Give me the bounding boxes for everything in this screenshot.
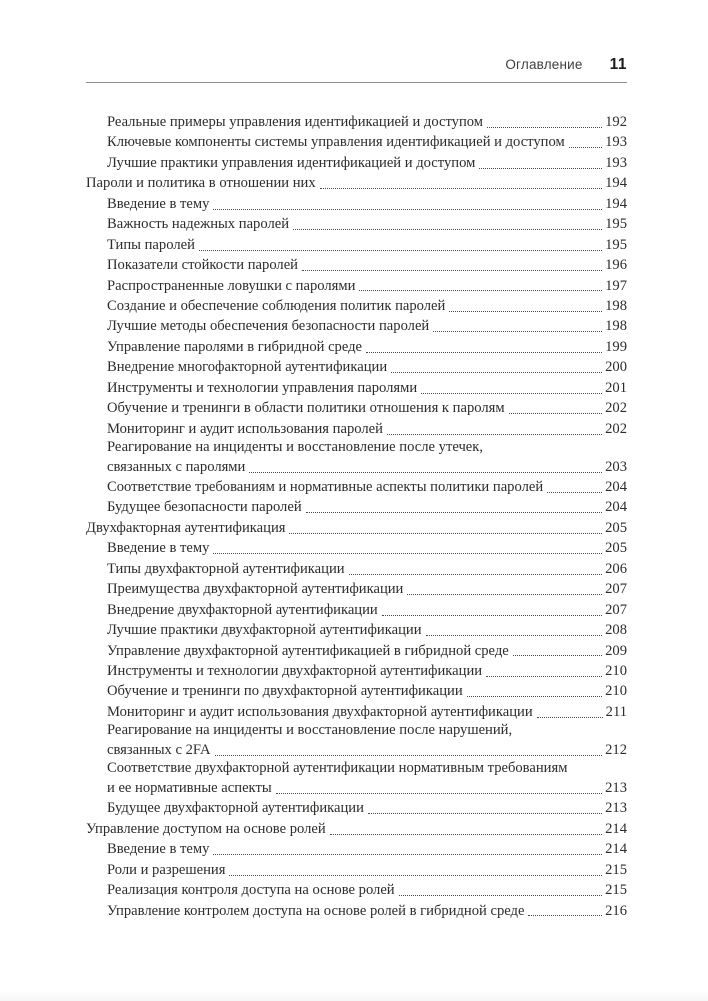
toc-entry-page: 202 [605, 420, 627, 437]
toc-entry-title: Внедрение многофакторной аутентификации [107, 359, 388, 376]
dot-leader [199, 250, 602, 251]
dot-leader [276, 793, 602, 794]
toc-entry-page: 196 [605, 257, 627, 274]
dot-leader [433, 331, 602, 332]
toc-entry-title: Ключевые компоненты системы управления идентификацией и доступом [107, 134, 565, 151]
toc-entry [86, 600, 627, 620]
toc-entry-title: Распространенные ловушки с паролями [107, 277, 356, 294]
toc-entry [86, 477, 627, 497]
toc-entry [86, 439, 627, 477]
toc-entry-page: 194 [605, 175, 627, 192]
dot-leader [249, 472, 602, 473]
toc-entry-title: Лучшие практики двухфакторной аутентификации [107, 622, 422, 639]
dot-leader [487, 127, 602, 128]
toc-entry-page: 204 [605, 479, 627, 496]
dot-leader [387, 434, 602, 435]
toc-entry [86, 255, 627, 275]
dot-leader [547, 492, 602, 493]
toc-entry-page: 205 [605, 519, 627, 536]
toc-entry-page: 207 [605, 581, 627, 598]
toc-entry-title: Мониторинг и аудит использования паролей [107, 420, 383, 437]
dot-leader [302, 270, 602, 271]
toc-entry-title: Лучшие методы обеспечения безопасности паролей [107, 318, 430, 335]
dot-leader [467, 696, 602, 697]
dot-leader [289, 533, 602, 534]
toc-entry-title: Типы двухфакторной аутентификации [107, 560, 345, 577]
toc-chapter-entry [86, 819, 627, 839]
toc-entry [86, 296, 627, 316]
toc-entry-page: 209 [605, 642, 627, 659]
dot-leader [391, 372, 602, 373]
toc-entry-page: 210 [605, 683, 627, 700]
toc-entry-title: Мониторинг и аудит использования двухфакторной аутентификации [107, 703, 533, 720]
toc-entry [86, 214, 627, 234]
toc-entry [86, 276, 627, 296]
toc-entry [86, 880, 627, 900]
toc-entry-page: 213 [605, 800, 627, 817]
toc-entry [86, 620, 627, 640]
dot-leader [213, 553, 602, 554]
toc-entry-page: 199 [605, 338, 627, 355]
toc-entry [86, 132, 627, 152]
running-head-page-number: 11 [609, 56, 627, 73]
toc-entry-title: Обучение и тренинги по двухфакторной аутентификации [107, 683, 463, 700]
running-head [86, 56, 627, 83]
toc-entry [86, 839, 627, 859]
dot-leader [359, 290, 602, 291]
dot-leader [509, 413, 603, 414]
toc-entry-title: Будущее безопасности паролей [107, 499, 302, 516]
toc-entry-page: 193 [605, 154, 627, 171]
dot-leader [421, 393, 602, 394]
toc-entry-title: Реализация контроля доступа на основе ролей [107, 882, 395, 899]
toc-entry-page: 204 [605, 499, 627, 516]
toc-entry-title: Обучение и тренинги в области политики отношения к паролям [107, 400, 505, 417]
dot-leader [213, 854, 602, 855]
dot-leader [449, 311, 602, 312]
dot-leader [426, 635, 603, 636]
toc-entry-page: 214 [605, 820, 627, 837]
toc-entry-title: Преимущества двухфакторной аутентификации [107, 581, 404, 598]
toc-entry-page: 195 [605, 216, 627, 233]
toc-entry [86, 538, 627, 558]
dot-leader [486, 676, 602, 677]
toc-entry [86, 419, 627, 439]
toc-entry-page: 205 [605, 540, 627, 557]
toc-entry [86, 798, 627, 818]
toc-chapter-entry [86, 518, 627, 538]
toc-entry-title: Пароли и политика в отношении них [86, 175, 316, 192]
toc-entry-title: Двухфакторная аутентификация [86, 519, 286, 536]
dot-leader [528, 915, 602, 916]
toc-entry-page: 214 [605, 841, 627, 858]
dot-leader [407, 594, 602, 595]
toc-entry-title: связанных с паролями [107, 458, 246, 475]
running-head-section-label: Оглавление [505, 57, 583, 72]
toc-entry-page: 195 [605, 236, 627, 253]
toc-entry-title: Введение в тему [107, 195, 210, 212]
toc-entry [86, 860, 627, 880]
toc-entry [86, 398, 627, 418]
toc-entry-title: Соответствие двухфакторной аутентификации нормативным требованиям [107, 760, 568, 777]
toc-entry [86, 661, 627, 681]
toc-entry-page: 194 [605, 195, 627, 212]
toc-entry-title: Введение в тему [107, 841, 210, 858]
dot-leader [215, 755, 603, 756]
toc-entry [86, 316, 627, 336]
dot-leader [537, 717, 603, 718]
dot-leader [330, 834, 602, 835]
toc-entry [86, 378, 627, 398]
toc-entry-page: 213 [605, 779, 627, 796]
toc-entry [86, 559, 627, 579]
toc-entry-page: 212 [605, 741, 627, 758]
toc-entry [86, 681, 627, 701]
toc-entry-page: 203 [605, 458, 627, 475]
toc-entry-title: Инструменты и технологии двухфакторной аутентификации [107, 662, 483, 679]
dot-leader [366, 352, 602, 353]
toc-entry-title: Управление контролем доступа на основе ролей в гибридной среде [107, 902, 525, 919]
toc-entry-page: 202 [605, 400, 627, 417]
toc-entry-title: Типы паролей [107, 236, 195, 253]
toc-entry-title: Будущее двухфакторной аутентификации [107, 800, 364, 817]
toc-entry-page: 210 [605, 662, 627, 679]
dot-leader [349, 574, 603, 575]
toc-entry-title: Показатели стойкости паролей [107, 257, 298, 274]
toc-entry-page: 193 [605, 134, 627, 151]
toc-entry-page: 200 [605, 359, 627, 376]
toc-entry-title: Инструменты и технологии управления паролями [107, 379, 418, 396]
dot-leader [293, 229, 602, 230]
toc-entry-title: Управление паролями в гибридной среде [107, 338, 363, 355]
dot-leader [368, 813, 602, 814]
toc-entry-title: Важность надежных паролей [107, 216, 290, 233]
toc-entry-page: 208 [605, 622, 627, 639]
toc-entry-page: 215 [605, 882, 627, 899]
toc-entry-title: Введение в тему [107, 540, 210, 557]
toc-entry-page: 197 [605, 277, 627, 294]
toc-entry [86, 235, 627, 255]
toc-entry-title: Реагирование на инциденты и восстановление после нарушений, [107, 722, 513, 739]
toc-entry-title: и ее нормативные аспекты [107, 779, 272, 796]
toc-entry-title: Создание и обеспечение соблюдения политик паролей [107, 297, 446, 314]
toc-entry-title: Внедрение двухфакторной аутентификации [107, 601, 378, 618]
toc-entry [86, 579, 627, 599]
toc-entry [86, 722, 627, 760]
toc-entry-page: 216 [605, 902, 627, 919]
dot-leader [229, 875, 602, 876]
toc-list [86, 112, 627, 921]
toc-entry-title: Управление доступом на основе ролей [86, 820, 326, 837]
toc-entry [86, 112, 627, 132]
toc-entry-page: 207 [605, 601, 627, 618]
dot-leader [320, 188, 602, 189]
toc-entry-page: 201 [605, 379, 627, 396]
toc-entry [86, 702, 627, 722]
toc-entry-page: 192 [605, 114, 627, 130]
toc-entry [86, 641, 627, 661]
dot-leader [569, 147, 602, 148]
dot-leader [513, 655, 602, 656]
toc-entry-title: Соответствие требованиям и нормативные аспекты политики паролей [107, 479, 544, 496]
toc-chapter-entry [86, 173, 627, 193]
toc-entry-title: Управление двухфакторной аутентификацией в гибридной среде [107, 642, 509, 659]
toc-entry [86, 357, 627, 377]
toc-entry-page: 211 [605, 703, 627, 720]
toc-entry-title: Лучшие практики управления идентификацией и доступом [107, 154, 476, 171]
toc-entry [86, 760, 627, 798]
toc-entry-page: 198 [605, 297, 627, 314]
toc-entry-title: связанных с 2FA [107, 741, 211, 758]
toc-entry [86, 497, 627, 517]
dot-leader [399, 895, 602, 896]
dot-leader [479, 168, 602, 169]
toc-entry-page: 215 [605, 861, 627, 878]
toc-entry-title: Роли и разрешения [107, 861, 226, 878]
toc-entry [86, 194, 627, 214]
toc-entry-title: Реальные примеры управления идентификацией и доступом [107, 114, 484, 130]
dot-leader [382, 615, 602, 616]
toc-entry [86, 153, 627, 173]
toc-entry-page: 206 [605, 560, 627, 577]
dot-leader [213, 209, 602, 210]
toc-entry [86, 337, 627, 357]
toc-entry-page: 198 [605, 318, 627, 335]
toc-entry [86, 901, 627, 921]
toc-entry-title: Реагирование на инциденты и восстановление после утечек, [107, 439, 483, 455]
dot-leader [306, 512, 602, 513]
